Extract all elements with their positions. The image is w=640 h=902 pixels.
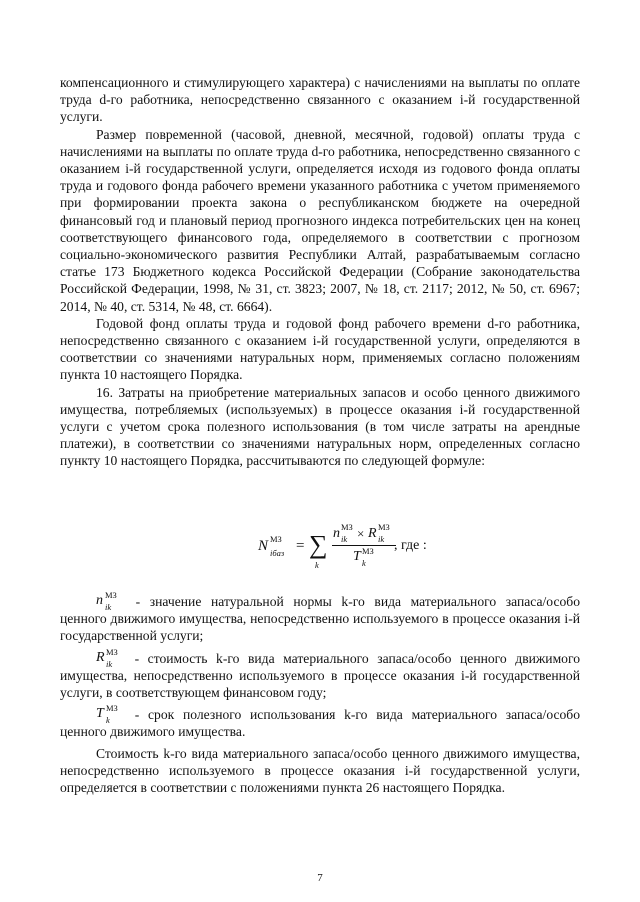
paragraph-4: 16. Затраты на приобретение материальных запасов и особо ценного движимого имущества, потребляемых (используемых) в процессе оказания i-й государственной услуги с учетом срока полезного использования (в том числе затраты на арендные платежи), в соответствии со значениями натуральных норм, определенных согласно пункту 10 настоящего Порядка, рассчитываются по следующей формуле: (60, 384, 580, 469)
formula-den-t-sup: МЗ (362, 546, 374, 556)
cost-formula (258, 522, 458, 572)
paragraph-final: Стоимость k-го вида материального запаса/особо ценного движимого имущества, непосредственно используемого в процессе оказания i-й государственной услуги, определяется в соответствии с положениями пункта 26 настоящего Порядка. (60, 745, 580, 796)
definition-n-base: n (96, 593, 103, 608)
paragraph-2: Размер повременной (часовой, дневной, месячной, годовой) оплаты труда с начислениями на выплаты по оплате труда d-го работника, непосредственно связанного с оказанием i-й государственной услуги, определяется исходя из годового фонда оплаты труда и годового фонда рабочего времени указанного работника с учетом применяемого при формировании проекта закона о республиканском бюджете на очередной финансовый год и плановый период прогнозного индекса потребительских цен на конец соответствующего финансового года, определяемого в соответствии с прогнозом социально-экономического развития Республики Алтай, разрабатываемым согласно статье 173 Бюджетного кодекса Российской Федерации (Собрание законодательства Российской Федерации, 1998, № 31, ст. 3823; 2007, № 18, ст. 2117; 2012, № 50, ст. 6967; 2014, № 40, ст. 5314, № 48, ст. 6664). (60, 126, 580, 314)
definition-n-text: - значение натуральной нормы k-го вида материального запаса/особо ценного движимого имущества, непосредственно используемого в процессе оказания i-й государственной услуги; (60, 594, 580, 644)
formula-num-n-sub: ik (341, 534, 348, 544)
definition-r (60, 647, 580, 702)
formula-lhs-sub: iбаз (270, 548, 285, 558)
definition-t-text: - срок полезного использования k-го вида материального запаса/особо ценного движимого имущества. (60, 707, 580, 740)
definition-t-sub: k (106, 715, 110, 726)
formula-num-r-sup: МЗ (378, 522, 390, 532)
definition-t-sup: МЗ (106, 703, 118, 714)
formula-times: × (357, 526, 365, 541)
paragraph-3: Годовой фонд оплаты труда и годовой фонд рабочего времени d-го работника, непосредственно связанного с оказанием i-й государственной услуги, определяются в соответствии со значениями натуральных норм, применяемых согласно положениям пункта 10 настоящего Порядка. (60, 315, 580, 383)
formula-den-t: T (353, 549, 361, 564)
paragraph-1: компенсационного и стимулирующего характера) с начислениями на выплаты по оплате труда d-го работника, непосредственно связанного с оказанием i-й государственной услуги. (60, 75, 580, 125)
definition-n-sub: ik (105, 602, 112, 612)
formula-lhs-base: N (258, 538, 269, 554)
definition-t-base: T (96, 706, 104, 722)
definition-n-sup: МЗ (105, 590, 117, 600)
definition-t (60, 703, 580, 740)
formula-num-r: R (368, 526, 377, 541)
formula-lhs-sup: МЗ (270, 534, 282, 544)
formula-num-r-sub: ik (378, 534, 385, 544)
definition-n (60, 590, 580, 645)
definition-r-text: - стоимость k-го вида материального запаса/особо ценного движимого имущества, непосредственно используемого в процессе оказания i-й государственной услуги, в соответствующем финансовом году; (60, 650, 580, 701)
body-text (60, 74, 580, 470)
formula-den-t-sub: k (362, 558, 366, 568)
definition-t-symbol (96, 703, 126, 726)
definition-n-symbol (96, 590, 126, 610)
definition-r-sup: МЗ (106, 646, 118, 657)
formula-num-n-sup: МЗ (341, 522, 353, 532)
formula-definitions (60, 590, 580, 798)
definition-r-sub: ik (106, 658, 113, 669)
definition-r-symbol (96, 647, 126, 667)
page-number: 7 (317, 872, 323, 884)
formula-sum-sub: k (315, 560, 319, 570)
definition-r-base: R (96, 649, 105, 665)
formula-num-n: n (333, 526, 340, 541)
formula-equals: = (296, 538, 305, 554)
formula-tail: , где : (394, 538, 427, 553)
formula-sum-sign: ∑ (309, 530, 328, 559)
